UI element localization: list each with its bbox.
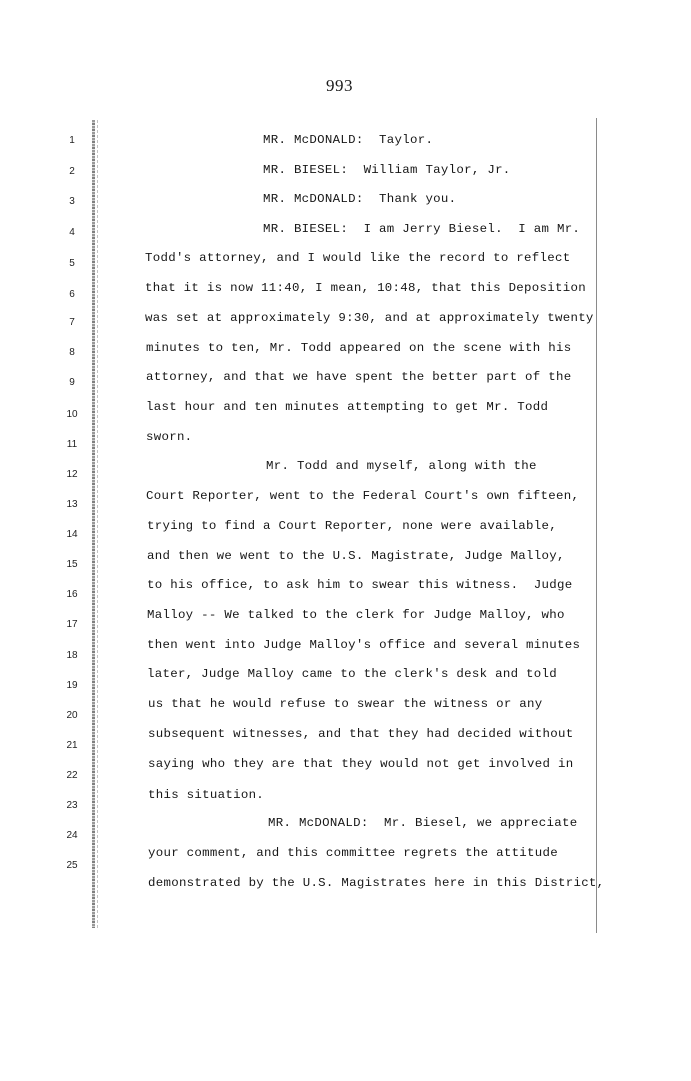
line-number: 23 — [66, 800, 78, 811]
transcript-line: this situation. — [148, 788, 265, 802]
page-number: 993 — [326, 76, 353, 95]
transcript-line: your comment, and this committee regrets the attitude — [148, 846, 558, 860]
line-number: 17 — [66, 619, 78, 630]
transcript-line: trying to find a Court Reporter, none were available, — [147, 519, 557, 533]
line-number: 8 — [69, 347, 75, 358]
line-number: 11 — [66, 439, 78, 450]
transcript-line: saying who they are that they would not get involved in — [148, 757, 574, 771]
transcript-line: later, Judge Malloy came to the clerk's desk and told — [147, 667, 557, 681]
transcript-line: MR. McDONALD: Mr. Biesel, we appreciate — [268, 816, 578, 830]
transcript-line: to his office, to ask him to swear this witness. Judge — [147, 578, 573, 592]
transcript-line: then went into Judge Malloy's office and several minutes — [147, 638, 581, 652]
line-number: 16 — [66, 589, 78, 600]
transcript-line: Malloy -- We talked to the clerk for Judge Malloy, who — [147, 608, 565, 622]
transcript-line: MR. BIESEL: William Taylor, Jr. — [263, 163, 511, 177]
transcript-line: sworn. — [146, 430, 193, 444]
transcript-line: that it is now 11:40, I mean, 10:48, that this Deposition — [145, 281, 586, 295]
transcript-line: demonstrated by the U.S. Magistrates here in this District, — [148, 876, 605, 890]
transcript-line: subsequent witnesses, and that they had decided without — [148, 727, 574, 741]
line-number: 19 — [66, 680, 78, 691]
transcript-line: minutes to ten, Mr. Todd appeared on the scene with his — [146, 341, 572, 355]
transcript-line: Court Reporter, went to the Federal Court's own fifteen, — [146, 489, 580, 503]
transcript-line: and then we went to the U.S. Magistrate, Judge Malloy, — [147, 549, 565, 563]
line-number: 18 — [66, 650, 78, 661]
line-number: 10 — [66, 409, 78, 420]
line-number: 21 — [66, 740, 78, 751]
line-number: 9 — [69, 377, 75, 388]
line-number: 25 — [66, 860, 78, 871]
margin-rule — [92, 120, 95, 928]
line-number: 6 — [69, 289, 75, 300]
line-number: 15 — [66, 559, 78, 570]
line-number: 14 — [66, 529, 78, 540]
line-number: 22 — [66, 770, 78, 781]
line-number: 7 — [69, 317, 75, 328]
line-number: 2 — [69, 166, 75, 177]
line-number: 12 — [66, 469, 78, 480]
line-number: 5 — [69, 258, 75, 269]
line-number: 20 — [66, 710, 78, 721]
line-number: 3 — [69, 196, 75, 207]
margin-rule-inner — [97, 120, 98, 928]
transcript-line: Todd's attorney, and I would like the record to reflect — [145, 251, 571, 265]
line-number: 1 — [69, 135, 75, 146]
transcript-line: last hour and ten minutes attempting to get Mr. Todd — [146, 400, 549, 414]
line-number: 24 — [66, 830, 78, 841]
line-number: 13 — [66, 499, 78, 510]
transcript-line: was set at approximately 9:30, and at approximately twenty — [145, 311, 594, 325]
transcript-line: MR. BIESEL: I am Jerry Biesel. I am Mr. — [263, 222, 581, 236]
transcript-line: us that he would refuse to swear the witness or any — [148, 697, 543, 711]
right-margin-rule — [596, 118, 597, 933]
transcript-line: attorney, and that we have spent the better part of the — [146, 370, 572, 384]
transcript-line: MR. McDONALD: Taylor. — [263, 133, 434, 147]
transcript-line: MR. McDONALD: Thank you. — [263, 192, 457, 206]
transcript-line: Mr. Todd and myself, along with the — [266, 459, 537, 473]
line-number: 4 — [69, 227, 75, 238]
